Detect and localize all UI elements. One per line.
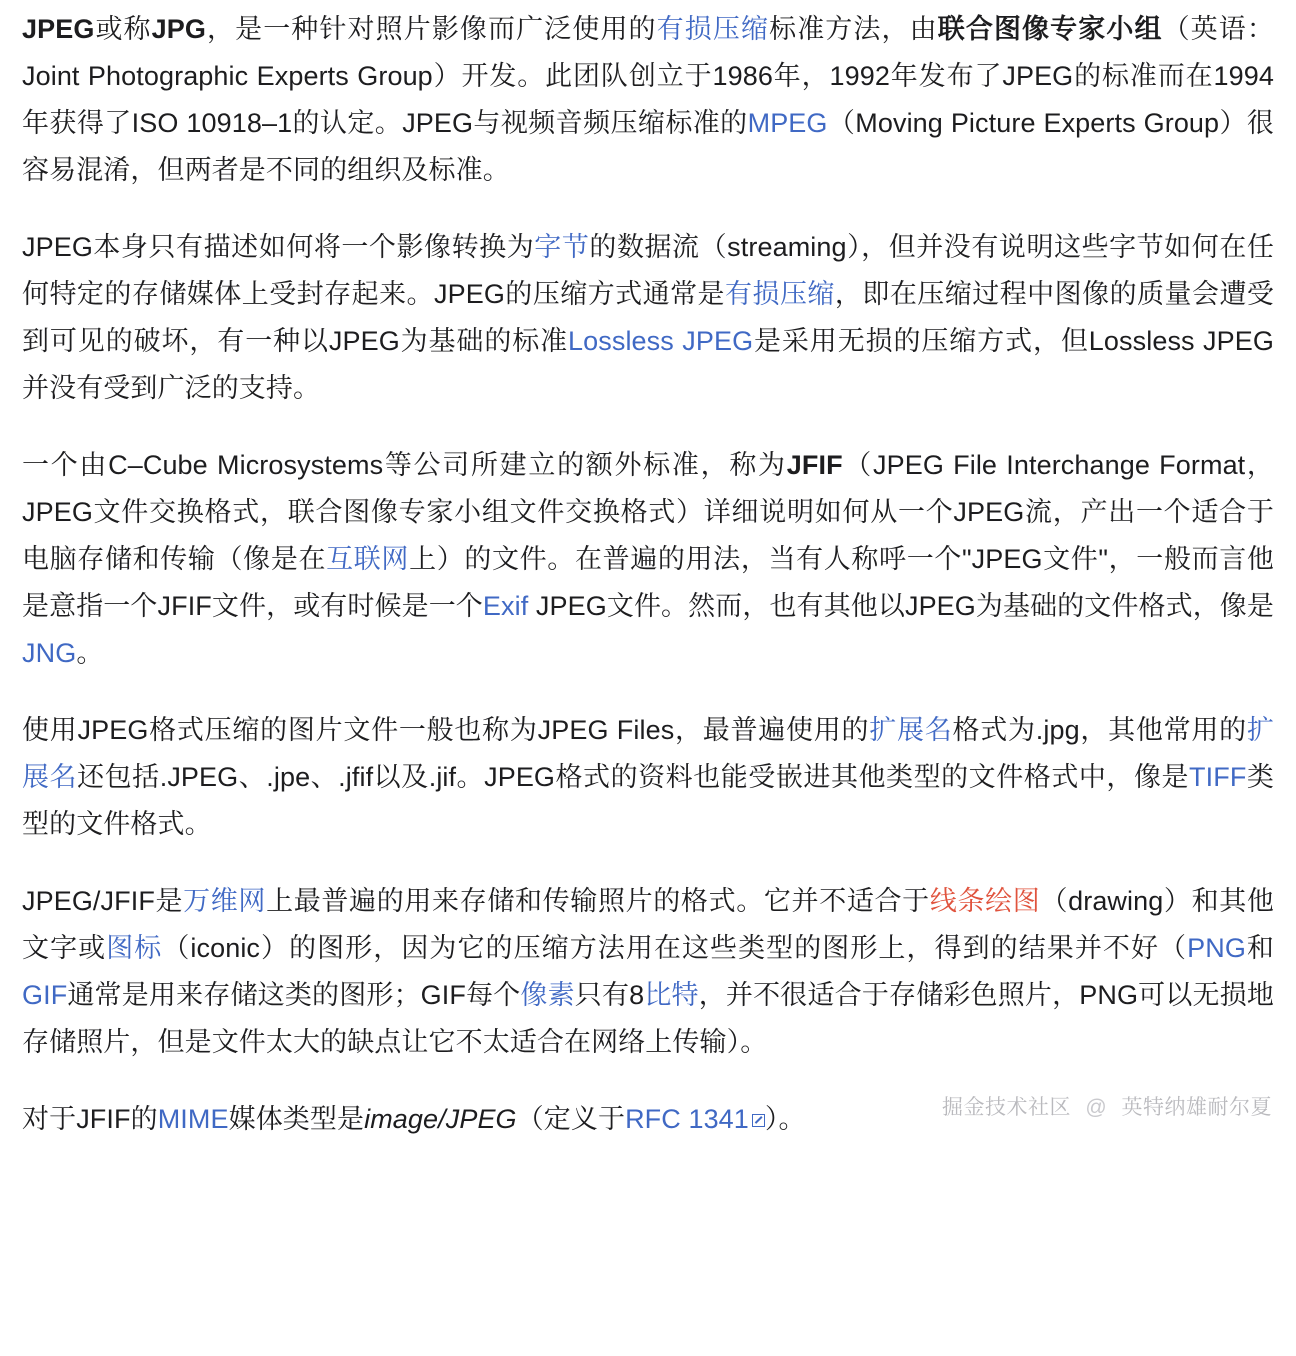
body-text: ）。 [764, 1104, 806, 1134]
inline-link[interactable]: 互联网 [326, 544, 410, 574]
body-text: （英语：Joint Photographic Experts Group）开发。此团队创立于1986年，1992年发布了JPEG的标准而在1994年获得了ISO 10918–1的认定。JPEG与视频音频压缩标准的 [22, 14, 1274, 138]
paragraph-p2 [22, 224, 1274, 412]
body-text: 只有8 [574, 980, 645, 1010]
watermark-separator: @ [1085, 1096, 1108, 1119]
body-text: 媒体类型是 [228, 1104, 365, 1134]
italic-text: image/JPEG [364, 1104, 517, 1134]
inline-link[interactable]: MPEG [747, 108, 828, 138]
body-text: 通常是用来存储这类的图形；GIF每个 [67, 980, 521, 1010]
body-text: JPEG/JFIF是 [22, 886, 184, 916]
inline-link[interactable]: TIFF [1189, 762, 1247, 792]
inline-link[interactable]: 比特 [644, 980, 699, 1010]
bold-text: JPEG [22, 14, 95, 44]
inline-link-missing[interactable]: 线条绘图 [929, 886, 1041, 916]
body-text: （iconic）的图形，因为它的压缩方法用在这些类型的图形上，得到的结果并不好（ [162, 933, 1188, 963]
body-text: （定义于 [516, 1104, 626, 1134]
body-text: 类型的文件格式。 [22, 762, 1274, 839]
paragraph-p1 [22, 6, 1274, 194]
body-text: 和 [1245, 933, 1275, 963]
bold-text: 联合图像专家小组 [937, 14, 1163, 44]
body-text: 一个由C–Cube Microsystems等公司所建立的额外标准，称为 [22, 450, 787, 480]
body-text: （Moving Picture Experts Group）很容易混淆，但两者是不同的组织及标准。 [22, 108, 1274, 185]
article-body [0, 6, 1296, 1143]
body-text: JPEG文件。然而，也有其他以JPEG为基础的文件格式，像是 [528, 591, 1274, 621]
watermark-author: 英特纳雄耐尔夏 [1121, 1096, 1272, 1119]
body-text: 还包括.JPEG、.jpe、.jfif以及.jif。JPEG格式的资料也能受嵌进其他类型的文件格式中，像是 [77, 762, 1190, 792]
paragraph-p6 [22, 1096, 1274, 1143]
external-link-icon [752, 1114, 765, 1127]
paragraph-list [22, 6, 1274, 1143]
inline-link[interactable]: PNG [1187, 933, 1246, 963]
inline-link[interactable]: 图标 [106, 933, 163, 963]
inline-link[interactable]: 扩展名 [22, 715, 1274, 792]
paragraph-p5 [22, 878, 1274, 1066]
watermark-site: 掘金技术社区 [941, 1096, 1071, 1119]
inline-link[interactable]: Exif [482, 591, 529, 621]
body-text: （drawing）和其他文字或 [22, 886, 1274, 963]
bold-text: JFIF [786, 450, 843, 480]
inline-link[interactable]: JNG [22, 638, 77, 668]
body-text: ，是一种针对照片影像而广泛使用的 [205, 14, 657, 44]
inline-link[interactable]: Lossless JPEG [568, 326, 754, 356]
body-text: 。 [76, 638, 104, 668]
body-text: 的数据流（streaming），但并没有说明这些字节如何在任何特定的存储媒体上受封存起来。JPEG的压缩方式通常是 [22, 232, 1275, 309]
bold-text: JPG [151, 14, 206, 44]
body-text: ，即在压缩过程中图像的质量会遭受到可见的破坏，有一种以JPEG为基础的标准 [22, 279, 1275, 356]
paragraph-p4 [22, 707, 1274, 848]
body-text: 对于JFIF的 [22, 1104, 158, 1134]
body-text: 上）的文件。在普遍的用法，当有人称呼一个"JPEG文件"，一般而言他是意指一个JFIF文件，或有时候是一个 [22, 544, 1274, 621]
inline-link[interactable]: 像素 [520, 980, 575, 1010]
external-link[interactable]: RFC 1341 [625, 1104, 765, 1134]
body-text: JPEG本身只有描述如何将一个影像转换为 [22, 232, 535, 262]
body-text: ，并不很适合于存储彩色照片，PNG可以无损地存储照片，但是文件太大的缺点让它不太适合在网络上传输）。 [22, 980, 1275, 1057]
body-text: 使用JPEG格式压缩的图片文件一般也称为JPEG Files，最普遍使用的 [22, 715, 870, 745]
body-text: （JPEG File Interchange Format，JPEG文件交换格式，联合图像专家小组文件交换格式）详细说明如何从一个JPEG流，产出一个适合于电脑存储和传输（像是在 [22, 450, 1274, 574]
body-text: 或称 [94, 14, 152, 44]
body-text: 上最普遍的用来存储和传输照片的格式。它并不适合于 [266, 886, 930, 916]
paragraph-p3 [22, 442, 1274, 677]
inline-link[interactable]: 字节 [534, 232, 590, 262]
inline-link[interactable]: MIME [157, 1104, 229, 1134]
inline-link[interactable]: 有损压缩 [656, 14, 770, 44]
body-text: 格式为.jpg，其他常用的 [952, 715, 1247, 745]
inline-link[interactable]: 万维网 [183, 886, 267, 916]
inline-link[interactable]: GIF [22, 980, 68, 1010]
inline-link[interactable]: 扩展名 [869, 715, 953, 745]
inline-link[interactable]: 有损压缩 [725, 279, 835, 309]
body-text: 是采用无损的压缩方式，但Lossless JPEG并没有受到广泛的支持。 [22, 326, 1274, 403]
body-text: 标准方法，由 [769, 14, 938, 44]
